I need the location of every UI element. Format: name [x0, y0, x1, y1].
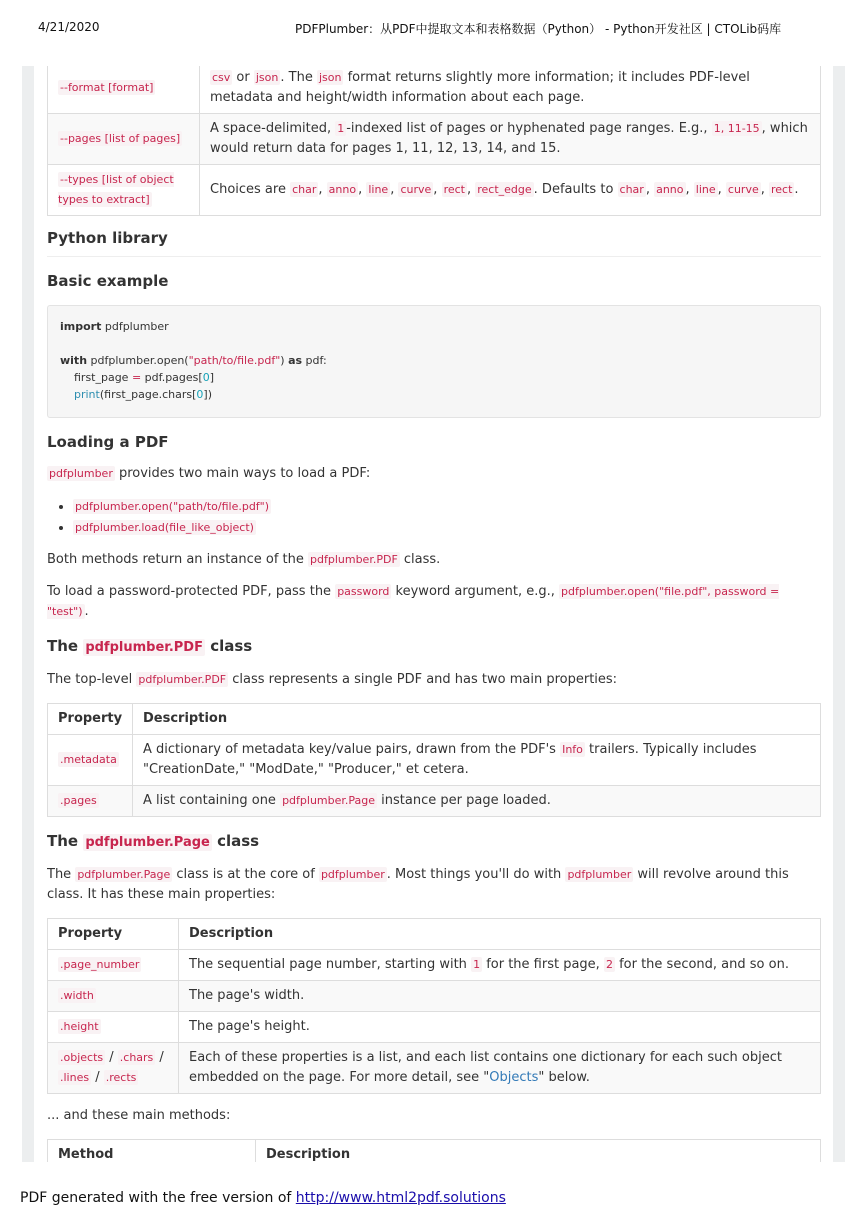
property-name: [48, 1012, 179, 1043]
property-description: A list containing one pdfplumber.Page instance per page loaded.: [133, 786, 821, 817]
table-row: [48, 1012, 821, 1043]
code-line-with: with pdfplumber.open("path/to/file.pdf") as pdf:: [60, 354, 327, 367]
property-description: The sequential page number, starting with 1 for the first page, 2 for the second, and so on.: [179, 950, 821, 981]
table-row: [48, 950, 821, 981]
inline-code: pdfplumber.Page: [282, 794, 376, 807]
property-description: A dictionary of metadata key/value pairs, drawn from the PDF's Info trailers. Typically includes "CreationDate," "ModDate," "Producer," et cetera.: [133, 735, 821, 786]
property-description: The page's height.: [179, 1012, 821, 1043]
option-name: --types [list of object types to extract]: [58, 173, 174, 206]
page-class-heading: The pdfplumber.Page class: [47, 832, 260, 850]
pdf-class-heading: The pdfplumber.PDF class: [47, 637, 253, 655]
inline-code: .objects: [60, 1051, 104, 1064]
inline-code: line: [368, 183, 389, 196]
article-content: [47, 66, 821, 1162]
loading-methods-list: [47, 496, 821, 538]
inline-code: char: [292, 183, 317, 196]
methods-intro: ... and these main methods:: [47, 1108, 231, 1123]
pdf-class-intro: The top-level pdfplumber.PDF class represents a single PDF and has two main properties:: [47, 672, 618, 687]
inline-code: csv: [212, 71, 231, 84]
print-date: 4/21/2020: [38, 20, 100, 34]
basic-example-heading: Basic example: [47, 272, 169, 290]
inline-code: rect_edge: [477, 183, 532, 196]
code-line-print: print(first_page.chars[0]): [74, 388, 213, 401]
page-right-rail: [833, 66, 845, 1162]
inline-code: rect: [771, 183, 793, 196]
property-description: Each of these properties is a list, and each list contains one dictionary for each such object embedded on the page. For more detail, see "Objects" below.: [179, 1043, 821, 1094]
inline-code: rect: [443, 183, 465, 196]
inline-code: line: [695, 183, 716, 196]
objects-link[interactable]: Objects: [489, 1070, 539, 1085]
table-row: [48, 66, 821, 114]
option-description: A space-delimited, 1 -indexed list of pages or hyphenated page ranges. E.g., 1, 11-15 , which would return data for pages 1, 11, 12, 13, 14, and 15.: [200, 114, 821, 165]
table-header: Description: [256, 1140, 821, 1163]
table-row: [48, 165, 821, 216]
inline-code: Info: [562, 743, 583, 756]
option-description: Choices are char , anno , line , curve , rect , rect_edge . Defaults to char , anno , line , curve , rect .: [200, 165, 821, 216]
table-row: [48, 786, 821, 817]
code-example: [47, 305, 821, 418]
inline-code: char: [619, 183, 644, 196]
table-row: [48, 735, 821, 786]
pdf-footer: PDF generated with the free version of http://www.html2pdf.solutions: [20, 1190, 506, 1206]
inline-code: 2: [605, 958, 613, 971]
inline-code: anno: [656, 183, 684, 196]
property-name: .metadata: [60, 753, 117, 766]
inline-code: .rects: [105, 1071, 137, 1084]
pdf-properties-table: [47, 703, 821, 817]
table-header: Description: [179, 919, 821, 950]
table-header: Property: [48, 704, 133, 735]
list-item: • pdfplumber.open("path/to/file.pdf"): [73, 496, 821, 517]
table-row: [48, 981, 821, 1012]
table-header: Description: [133, 704, 821, 735]
table-row: [48, 114, 821, 165]
option-name: --format [format]: [60, 81, 154, 94]
list-item: • pdfplumber.load(file_like_object): [73, 517, 821, 538]
table-header: Method: [48, 1140, 256, 1163]
cli-options-table: [47, 66, 821, 216]
code-line-first-page: first_page = pdf.pages[0]: [60, 371, 214, 384]
table-row: [48, 1043, 821, 1094]
property-description: The page's width.: [179, 981, 821, 1012]
property-name: .pages: [60, 794, 97, 807]
inline-code: .width: [60, 989, 94, 1002]
page-methods-table: [47, 1139, 821, 1162]
inline-code: .page_number: [60, 958, 140, 971]
code-line-import: import pdfplumber: [60, 320, 169, 333]
loading-pdf-heading: Loading a PDF: [47, 433, 169, 451]
inline-code: json: [255, 71, 279, 84]
inline-code: .lines: [60, 1071, 90, 1084]
loading-intro: pdfplumber provides two main ways to load a PDF:: [49, 466, 371, 481]
property-name: [48, 981, 179, 1012]
page-left-rail: [22, 66, 34, 1162]
html2pdf-link[interactable]: http://www.html2pdf.solutions: [295, 1190, 506, 1206]
inline-code: 1, 11-15: [713, 122, 760, 135]
loading-both-methods: Both methods return an instance of the pdfplumber.PDF class.: [47, 552, 441, 567]
option-description: csv or json . The json format returns slightly more information; it includes PDF-level metadata and height/width information about each page.: [200, 66, 821, 114]
inline-code: 1: [473, 958, 481, 971]
property-name: [48, 950, 179, 981]
inline-code: anno: [328, 183, 357, 196]
inline-code: pdfplumber: [320, 868, 385, 881]
inline-code: .chars: [119, 1051, 154, 1064]
option-name: --pages [list of pages]: [60, 132, 181, 145]
page-class-intro: The pdfplumber.Page class is at the core of pdfplumber . Most things you'll do with pdfplumber will revolve around this class. It has these main properties:: [47, 867, 789, 902]
print-title: PDFPlumber：从PDF中提取文本和表格数据（Python） - Python开发社区 | CTOLib码库: [295, 22, 782, 36]
print-header: [0, 20, 868, 36]
page-properties-table: [47, 918, 821, 1094]
property-name: .objects / .chars / .lines / .rects: [48, 1043, 179, 1094]
loading-password: To load a password-protected PDF, pass the password keyword argument, e.g., pdfplumber.open("file.pdf", password = "test") .: [47, 584, 780, 619]
inline-code: curve: [400, 183, 432, 196]
inline-code: json: [318, 71, 342, 84]
python-library-heading: Python library: [47, 228, 821, 257]
inline-code: curve: [727, 183, 759, 196]
inline-code: pdfplumber.Page: [77, 868, 171, 881]
inline-code: .height: [60, 1020, 99, 1033]
inline-code: pdfplumber: [567, 868, 632, 881]
inline-code: 1: [337, 122, 345, 135]
table-header: Property: [48, 919, 179, 950]
